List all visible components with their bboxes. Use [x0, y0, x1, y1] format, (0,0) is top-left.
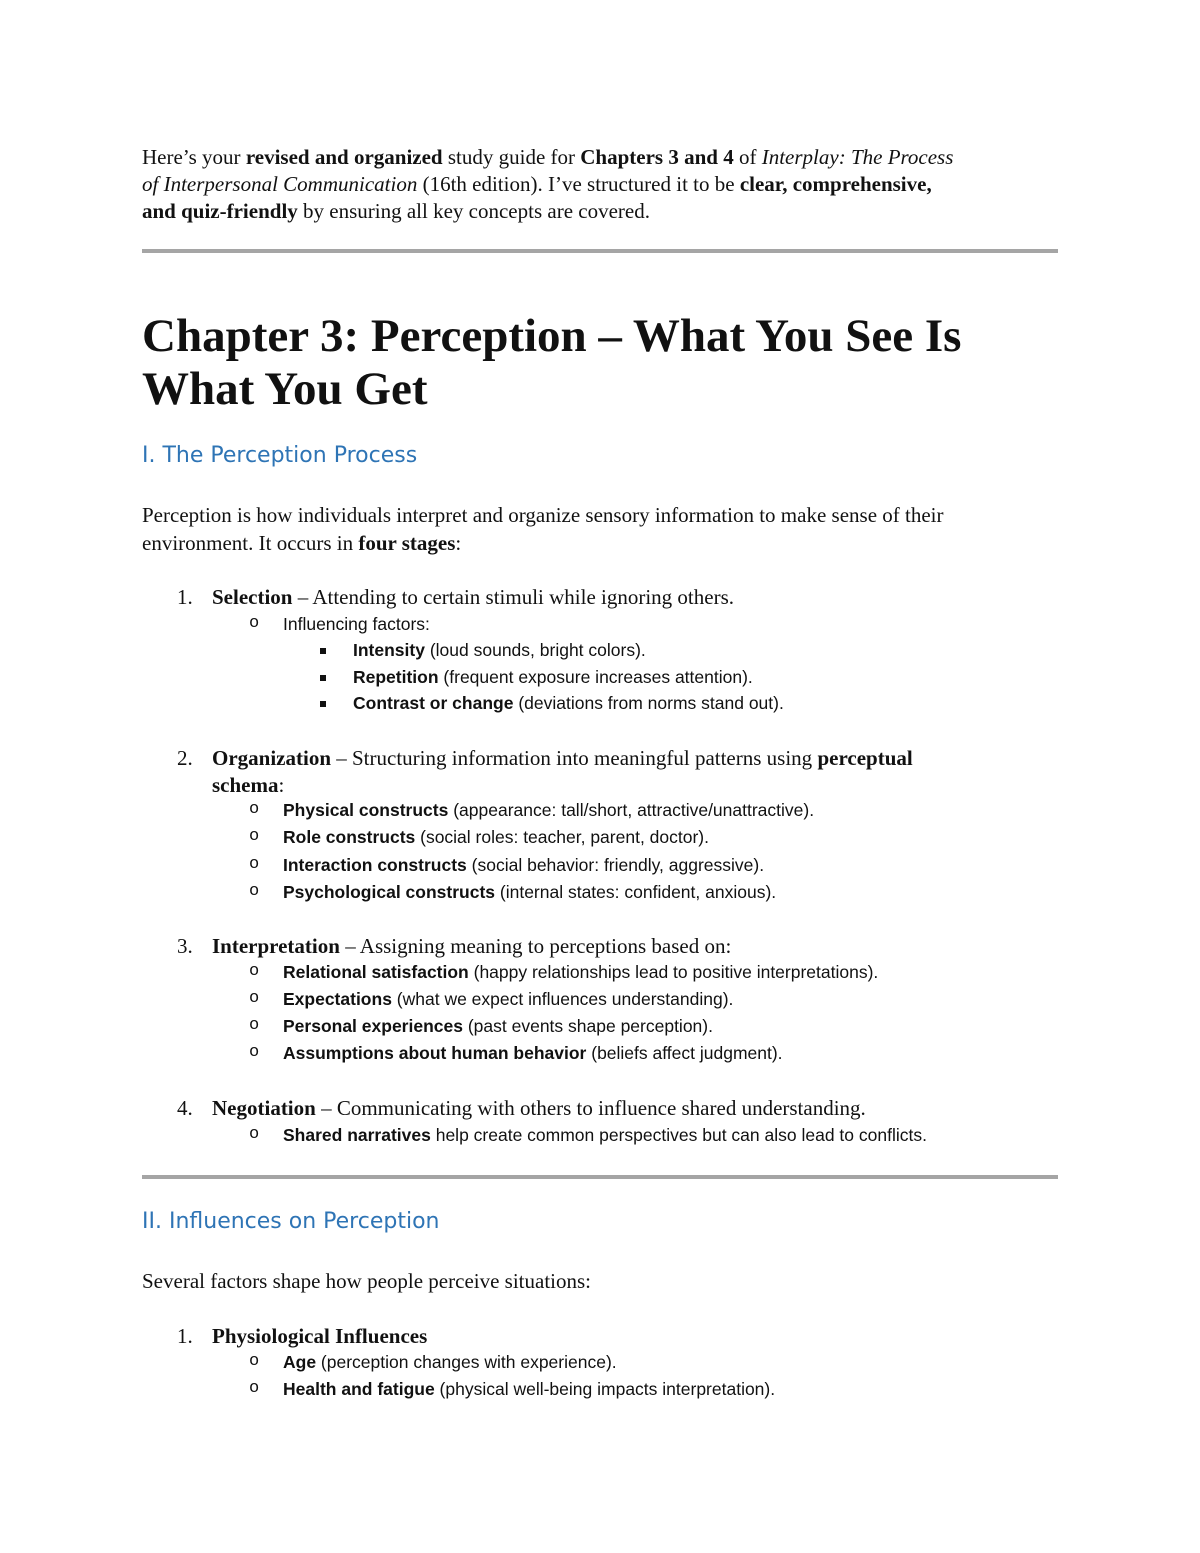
- paragraph-line: [142, 1267, 591, 1295]
- bold-text: Negotiation: [212, 1096, 316, 1120]
- paragraph-line: [142, 529, 461, 557]
- list-item: [212, 744, 913, 772]
- text: :: [278, 773, 285, 797]
- list-number: 3.: [177, 934, 193, 958]
- text: (perception changes with experience).: [316, 1352, 617, 1372]
- bold-text: Age: [283, 1352, 317, 1372]
- text: (16th edition). I’ve structured it to be: [417, 172, 740, 196]
- text: – Assigning meaning to perceptions based on:: [339, 934, 732, 958]
- bold-text: Psychological constructs: [283, 882, 496, 902]
- list-item: [212, 1322, 427, 1350]
- list-number: 1.: [177, 1324, 193, 1348]
- sub-list-item: [283, 1013, 713, 1039]
- paragraph-line: [142, 501, 944, 529]
- section-heading: [142, 1207, 439, 1237]
- list-item: [212, 583, 734, 611]
- bold-text: Interaction constructs: [283, 855, 467, 875]
- bold-text: and quiz-friendly: [142, 199, 298, 223]
- text: Perception is how individuals interpret and organize sensory information to make sense of their: [142, 503, 944, 527]
- text: (internal states: confident, anxious).: [495, 882, 777, 902]
- text: (happy relationships lead to positive interpretations).: [468, 962, 879, 982]
- bold-text: schema: [212, 773, 279, 797]
- bold-text: Contrast or change: [353, 693, 514, 713]
- bold-text: Relational satisfaction: [283, 962, 469, 982]
- italic-text: of Interpersonal Communication: [142, 172, 418, 196]
- bold-text: Personal experiences: [283, 1016, 463, 1036]
- bullet-list-item: [353, 664, 753, 690]
- sub-list-item: [283, 959, 878, 985]
- text: :: [455, 531, 462, 555]
- text: (appearance: tall/short, attractive/unattractive).: [448, 800, 815, 820]
- sub-list-item: [283, 611, 430, 637]
- bold-text: Chapters 3 and 4: [580, 145, 734, 169]
- text: What You Get: [142, 363, 428, 415]
- horizontal-rule: [142, 249, 1058, 253]
- bold-text: Selection: [212, 585, 293, 609]
- text: of: [733, 145, 762, 169]
- text: II. Influences on Perception: [142, 1209, 440, 1234]
- bold-text: Organization: [212, 746, 331, 770]
- text: – Attending to certain stimuli while ignoring others.: [292, 585, 735, 609]
- text: Chapter 3: Perception – What You See Is: [142, 310, 962, 362]
- text: (what we expect influences understanding).: [391, 989, 734, 1009]
- text: help create common perspectives but can also lead to conflicts.: [430, 1125, 927, 1145]
- circle-bullet-icon: o: [249, 1016, 260, 1035]
- sub-list-item: [283, 852, 764, 878]
- text: (social behavior: friendly, aggressive).: [466, 855, 765, 875]
- text: Influencing factors:: [283, 614, 430, 634]
- bold-text: Physical constructs: [283, 800, 449, 820]
- bold-text: Intensity: [353, 640, 425, 660]
- list-item: [212, 932, 731, 960]
- circle-bullet-icon: o: [249, 1043, 260, 1062]
- circle-bullet-icon: o: [249, 1125, 260, 1144]
- sub-list-item: [283, 1349, 617, 1375]
- circle-bullet-icon: o: [249, 989, 260, 1008]
- text: (beliefs affect judgment).: [586, 1043, 783, 1063]
- list-item: [212, 1094, 866, 1122]
- text: (social roles: teacher, parent, doctor).: [415, 827, 709, 847]
- text: Here’s your: [142, 145, 246, 169]
- bold-text: clear, comprehensive,: [739, 172, 932, 196]
- paragraph-line: [142, 170, 932, 198]
- sub-list-item: [283, 1122, 927, 1148]
- sub-list-item: [283, 1040, 783, 1066]
- paragraph-line: [142, 143, 953, 171]
- circle-bullet-icon: o: [249, 882, 260, 901]
- text: by ensuring all key concepts are covered.: [297, 199, 650, 223]
- bold-text: four stages: [358, 531, 456, 555]
- text: I. The Perception Process: [142, 443, 418, 468]
- text: – Structuring information into meaningful patterns using: [331, 746, 818, 770]
- list-item: [212, 771, 284, 799]
- chapter-heading: [142, 309, 961, 363]
- list-number: 2.: [177, 746, 193, 770]
- bold-text: Health and fatigue: [283, 1379, 435, 1399]
- bold-text: Expectations: [283, 989, 392, 1009]
- text: (loud sounds, bright colors).: [424, 640, 646, 660]
- bold-text: revised and organized: [245, 145, 443, 169]
- bold-text: Physiological Influences: [212, 1324, 428, 1348]
- square-bullet-icon: [320, 637, 326, 663]
- bold-text: Repetition: [353, 667, 439, 687]
- section-heading: [142, 441, 417, 471]
- bold-text: Assumptions about human behavior: [283, 1043, 587, 1063]
- sub-list-item: [283, 879, 776, 905]
- italic-text: Interplay: The Process: [761, 145, 954, 169]
- chapter-heading: [142, 362, 428, 416]
- sub-list-item: [283, 824, 709, 850]
- square-bullet-icon: [320, 664, 326, 690]
- text: (frequent exposure increases attention).: [438, 667, 753, 687]
- circle-bullet-icon: o: [249, 614, 260, 633]
- bold-text: Shared narratives: [283, 1125, 431, 1145]
- circle-bullet-icon: o: [249, 855, 260, 874]
- circle-bullet-icon: o: [249, 962, 260, 981]
- paragraph-line: [142, 197, 650, 225]
- text: (deviations from norms stand out).: [513, 693, 784, 713]
- text: – Communicating with others to influence shared understanding.: [315, 1096, 866, 1120]
- circle-bullet-icon: o: [249, 1352, 260, 1371]
- bullet-list-item: [353, 637, 646, 663]
- text: environment. It occurs in: [142, 531, 359, 555]
- sub-list-item: [283, 1376, 775, 1402]
- text: study guide for: [442, 145, 581, 169]
- bullet-list-item: [353, 690, 784, 716]
- list-number: 1.: [177, 585, 193, 609]
- text: (physical well-being impacts interpretation).: [434, 1379, 776, 1399]
- horizontal-rule: [142, 1175, 1058, 1179]
- text: Several factors shape how people perceive situations:: [142, 1269, 592, 1293]
- text: (past events shape perception).: [462, 1016, 713, 1036]
- bold-text: Role constructs: [283, 827, 416, 847]
- bold-text: perceptual: [817, 746, 913, 770]
- bold-text: Interpretation: [212, 934, 340, 958]
- sub-list-item: [283, 797, 814, 823]
- circle-bullet-icon: o: [249, 1379, 260, 1398]
- list-number: 4.: [177, 1096, 193, 1120]
- circle-bullet-icon: o: [249, 800, 260, 819]
- circle-bullet-icon: o: [249, 827, 260, 846]
- sub-list-item: [283, 986, 733, 1012]
- square-bullet-icon: [320, 690, 326, 716]
